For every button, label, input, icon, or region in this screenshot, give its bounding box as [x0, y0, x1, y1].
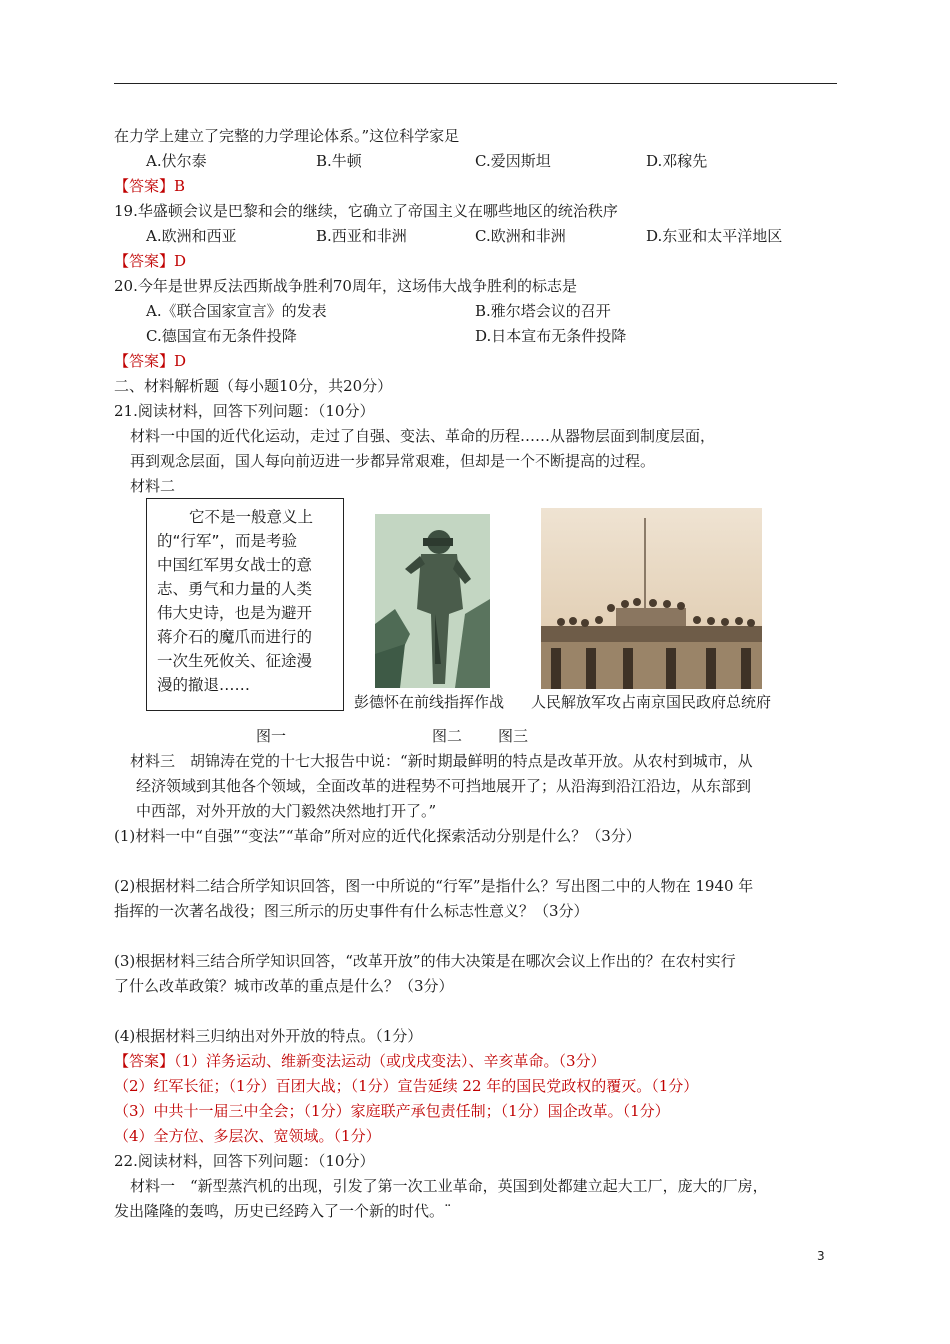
q22-material1-line2: 发出隆隆的轰鸣，历史已经跨入了一个新的时代。¨ [114, 1202, 452, 1220]
q21-answer2: （2）红军长征；（1分）百团大战；（1分）宣告延续 22 年的国民党政权的覆灭。（1分） [114, 1077, 699, 1095]
q21-sub1: (1)材料一中“自强”“变法”“革命”所对应的近代化探索活动分别是什么？（3分） [114, 827, 641, 845]
box-line: 一次生死攸关、征途漫 [157, 652, 313, 670]
q21-sub2-line2: 指挥的一次著名战役；图三所示的历史事件有什么标志性意义？（3分） [114, 902, 589, 920]
figure2-label: 图二 [432, 727, 463, 745]
box-line: 志、勇气和力量的人类 [157, 580, 313, 598]
peng-dehuai-photo [375, 514, 490, 688]
nanjing-presidential-palace-photo [541, 508, 762, 689]
q21-sub3-line1: (3)根据材料三结合所学知识回答，“改革开放”的伟大决策是在哪次会议上作出的？在农村实行 [114, 952, 736, 970]
q22-material1-line1: 材料一 “新型蒸汽机的出现，引发了第一次工业革命，英国到处都建立起大工厂，庞大的厂房， [130, 1177, 768, 1195]
photo3-caption: 人民解放军攻占南京国民政府总统府 [531, 693, 772, 711]
peng-dehuai-image [375, 514, 490, 688]
q19-answer: 【答案】D [114, 252, 187, 270]
q18-stem: 在力学上建立了完整的力学理论体系。”这位科学家足 [114, 127, 460, 145]
q21-material3-line3: 中西部，对外开放的大门毅然决然地打开了。” [136, 802, 437, 820]
box-line: 伟大史诗，也是为避开 [157, 604, 313, 622]
q21-sub2-line1: (2)根据材料二结合所学知识回答，图一中所说的“行军”是指什么？写出图二中的人物在 1940 年 [114, 877, 754, 895]
q20-answer: 【答案】D [114, 352, 187, 370]
q20-stem: 20.今年是世界反法西斯战争胜利70周年，这场伟大战争胜利的标志是 [114, 277, 577, 295]
q18-option-d: D.邓稼先 [646, 152, 708, 170]
q19-option-d: D.东亚和太平洋地区 [646, 227, 783, 245]
box-line: 漫的撤退…… [157, 676, 251, 694]
q21-answer4: （4）全方位、多层次、宽领域。（1分） [114, 1127, 381, 1145]
section-heading: 二、材料解析题（每小题10分，共20分） [114, 377, 393, 395]
q21-sub3-line2: 了什么改革政策？城市改革的重点是什么？（3分） [114, 977, 454, 995]
long-march-text-box [146, 498, 344, 711]
q21-material1-line1: 材料一中国的近代化运动，走过了自强、变法、革命的历程……从器物层面到制度层面， [130, 427, 716, 445]
q18-option-c: C.爱因斯坦 [475, 152, 551, 170]
q20-option-d: D.日本宣布无条件投降 [475, 327, 627, 345]
photo2-caption: 彭德怀在前线指挥作战 [354, 693, 505, 711]
header-rule [114, 83, 837, 84]
q21-stem: 21.阅读材料，回答下列问题：（10分） [114, 402, 375, 420]
q21-material3-line1: 材料三 胡锦涛在党的十七大报告中说：“新时期最鲜明的特点是改革开放。从农村到城市，从 [130, 752, 753, 770]
q20-option-a: A.《联合国家宣言》的发表 [146, 302, 327, 320]
figure1-label: 图一 [256, 727, 287, 745]
q18-option-a: A.伏尔泰 [146, 152, 207, 170]
q18-answer: 【答案】B [114, 177, 186, 195]
q21-material2-label: 材料二 [130, 477, 176, 495]
q19-stem: 19.华盛顿会议是巴黎和会的继续，它确立了帝国主义在哪些地区的统治秩序 [114, 202, 618, 220]
q19-option-b: B.西亚和非洲 [316, 227, 407, 245]
q20-option-b: B.雅尔塔会议的召开 [475, 302, 611, 320]
q21-answer3: （3）中共十一届三中全会；（1分）家庭联产承包责任制；（1分）国企改革。（1分） [114, 1102, 670, 1120]
box-line: 中国红军男女战士的意 [157, 556, 313, 574]
q21-material1-line2: 再到观念层面，国人每向前迈进一步都异常艰难，但却是一个不断提高的过程。 [130, 452, 656, 470]
box-line: 的“行军”，而是考验 [157, 532, 298, 550]
q19-option-c: C.欧洲和非洲 [475, 227, 566, 245]
q21-answer1: 【答案】（1）洋务运动、维新变法运动（或戊戌变法）、辛亥革命。（3分） [114, 1052, 606, 1070]
page-number: 3 [817, 1249, 825, 1263]
nanjing-palace-image [541, 508, 762, 689]
q21-material3-line2: 经济领域到其他各个领域，全面改革的进程势不可挡地展开了；从沿海到沿江沿边，从东部到 [136, 777, 752, 795]
q21-sub4: (4)根据材料三归纳出对外开放的特点。（1分） [114, 1027, 423, 1045]
box-line: 蒋介石的魔爪而进行的 [157, 628, 313, 646]
q22-stem: 22.阅读材料，回答下列问题：（10分） [114, 1152, 375, 1170]
box-line: 它不是一般意义上 [189, 508, 314, 526]
q18-option-b: B.牛顿 [316, 152, 362, 170]
q19-option-a: A.欧洲和西亚 [146, 227, 237, 245]
q20-option-c: C.德国宣布无条件投降 [146, 327, 297, 345]
figure3-label: 图三 [498, 727, 529, 745]
